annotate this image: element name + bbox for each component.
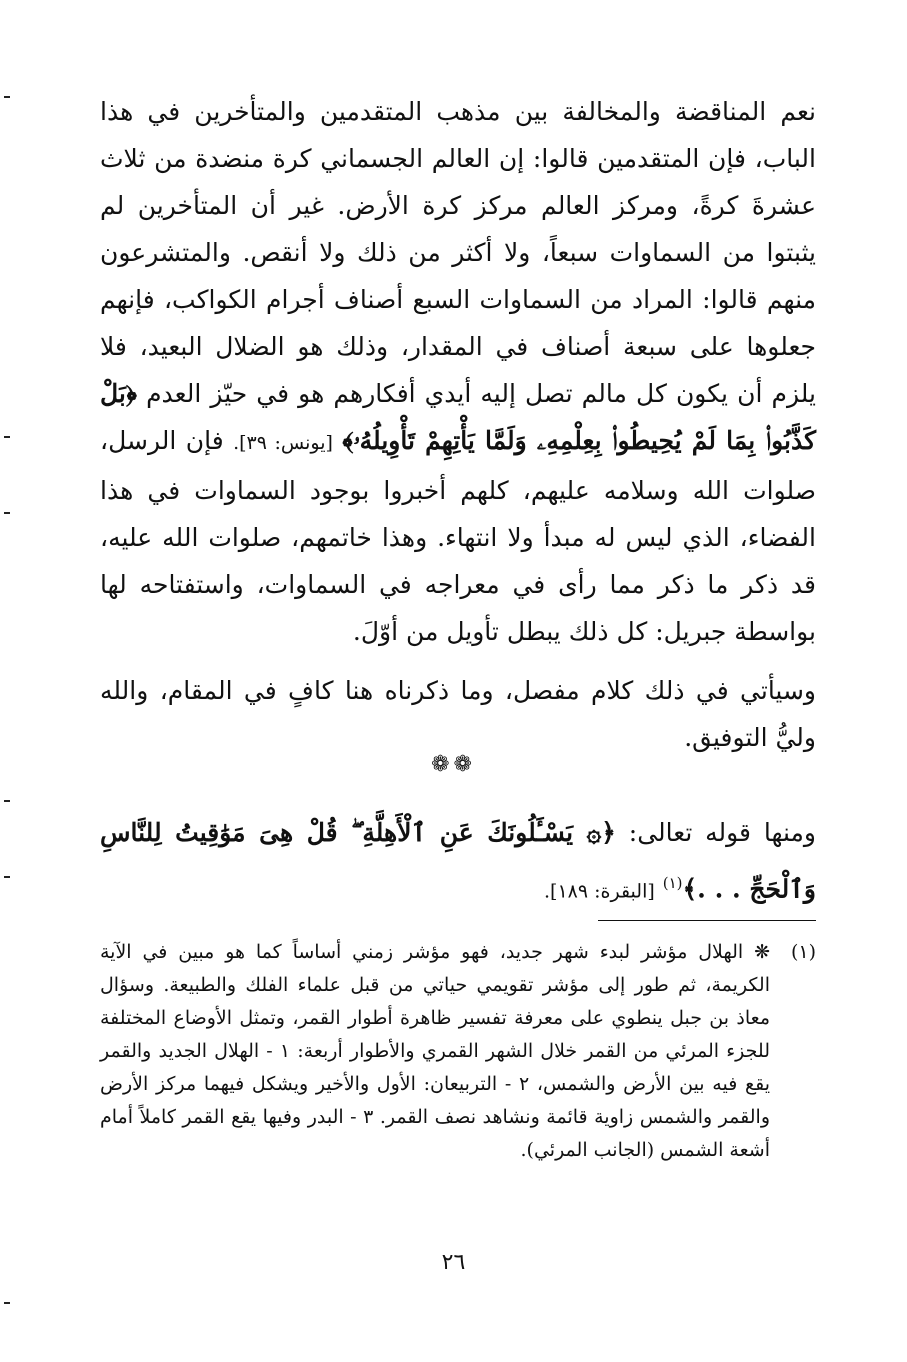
page-number: ٢٦ <box>441 1250 466 1275</box>
paragraph-1-continuation: فإن الرسل، صلوات الله وسلامه عليهم، كلهم أخبروا بوجود السماوات في هذا الفضاء، الذي ليس له مبدأ ولا انتهاء. وهذا خاتمهم، صلوات الله عليه، قد ذكر ما ذكر مما رأى في معراجه في السماوات، واستفتاحه لها بواسطة جبريل: كل ذلك يبطل تأويل من أوّلَ. <box>100 426 816 646</box>
verse-section <box>100 808 816 916</box>
main-text <box>100 88 816 761</box>
section-ornament: ❁❁ <box>431 752 476 777</box>
footnote-number: (١) <box>790 941 816 963</box>
quran-verse-yunus: ﴿بَلْ كَذَّبُوا۟ بِمَا لَمْ يُحِيطُوا۟ بِعِلْمِهِۦ وَلَمَّا يَأْتِهِمْ تَأْوِيلُهُۥ﴾ <box>100 379 816 455</box>
verse-intro: ومنها قوله تعالى: <box>628 818 816 847</box>
footnote <box>100 936 816 1167</box>
footnote-divider <box>598 920 816 921</box>
quran-reference-baqarah: [البقرة: ١٨٩]. <box>543 880 655 903</box>
margin-mark <box>4 800 10 802</box>
verse-paragraph <box>100 808 816 916</box>
quran-verse-baqarah: ﴿۞ يَسْـَٔلُونَكَ عَنِ ٱلْأَهِلَّةِ ۖ قُلْ هِىَ مَوَٰقِيتُ لِلنَّاسِ وَٱلْحَجِّ . . .﴾ <box>100 818 816 904</box>
margin-mark <box>4 512 10 514</box>
margin-mark <box>4 96 10 98</box>
margin-mark <box>4 1302 10 1304</box>
paragraph-1-text: نعم المناقضة والمخالفة بين مذهب المتقدمين والمتأخرين في هذا الباب، فإن المتقدمين قالوا: إن العالم الجسماني كرة منضدة من ثلاث عشرةَ كرةً، ومركز العالم مركز كرة الأرض. غير أن المتأخرين لم يثبتوا من السماوات سبعاً، ولا أكثر من ذلك ولا أنقص. والمتشرعون منهم قالوا: المراد من السماوات السبع أصناف أجرام الكواكب، فإنهم جعلوها على سبعة أصناف في المقدار، وذلك هو الضلال البعيد، فلا يلزم أن يكون كل مالم تصل إليه أيدي أفكارهم هو في حيّز العدم <box>100 97 816 408</box>
paragraph-2: وسيأتي في ذلك كلام مفصل، وما ذكرناه هنا كافٍ في المقام، والله وليُّ التوفيق. <box>100 676 816 752</box>
footnote-reference: (١) <box>662 874 683 892</box>
paragraph-1 <box>100 88 816 655</box>
margin-mark <box>4 876 10 878</box>
quran-reference-yunus: [يونس: ٣٩]. <box>233 432 333 454</box>
margin-mark <box>4 436 10 438</box>
footnote-text: ❋ الهلال مؤشر لبدء شهر جديد، فهو مؤشر زمني أساساً كما هو مبين في الآية الكريمة، ثم طور إلى مؤشر تقويمي حياتي من قبل علماء الفلك والطبيعة. وسؤال معاذ بن جبل ينطوي على معرفة تفسير ظاهرة أطوار القمر، وتمثل الأوضاع المختلفة للجزء المرئي من القمر خلال الشهر القمري والأطوار أربعة: ١ - الهلال الجديد والقمر يقع فيه بين الأرض والشمس، ٢ - التربيعان: الأول والأخير ويشكل فيهما مركز الأرض والقمر والشمس زاوية قائمة ونشاهد نصف القمر. ٣ - البدر وفيها يقع القمر كاملاً أمام أشعة الشمس (الجانب المرئي). <box>100 941 771 1161</box>
